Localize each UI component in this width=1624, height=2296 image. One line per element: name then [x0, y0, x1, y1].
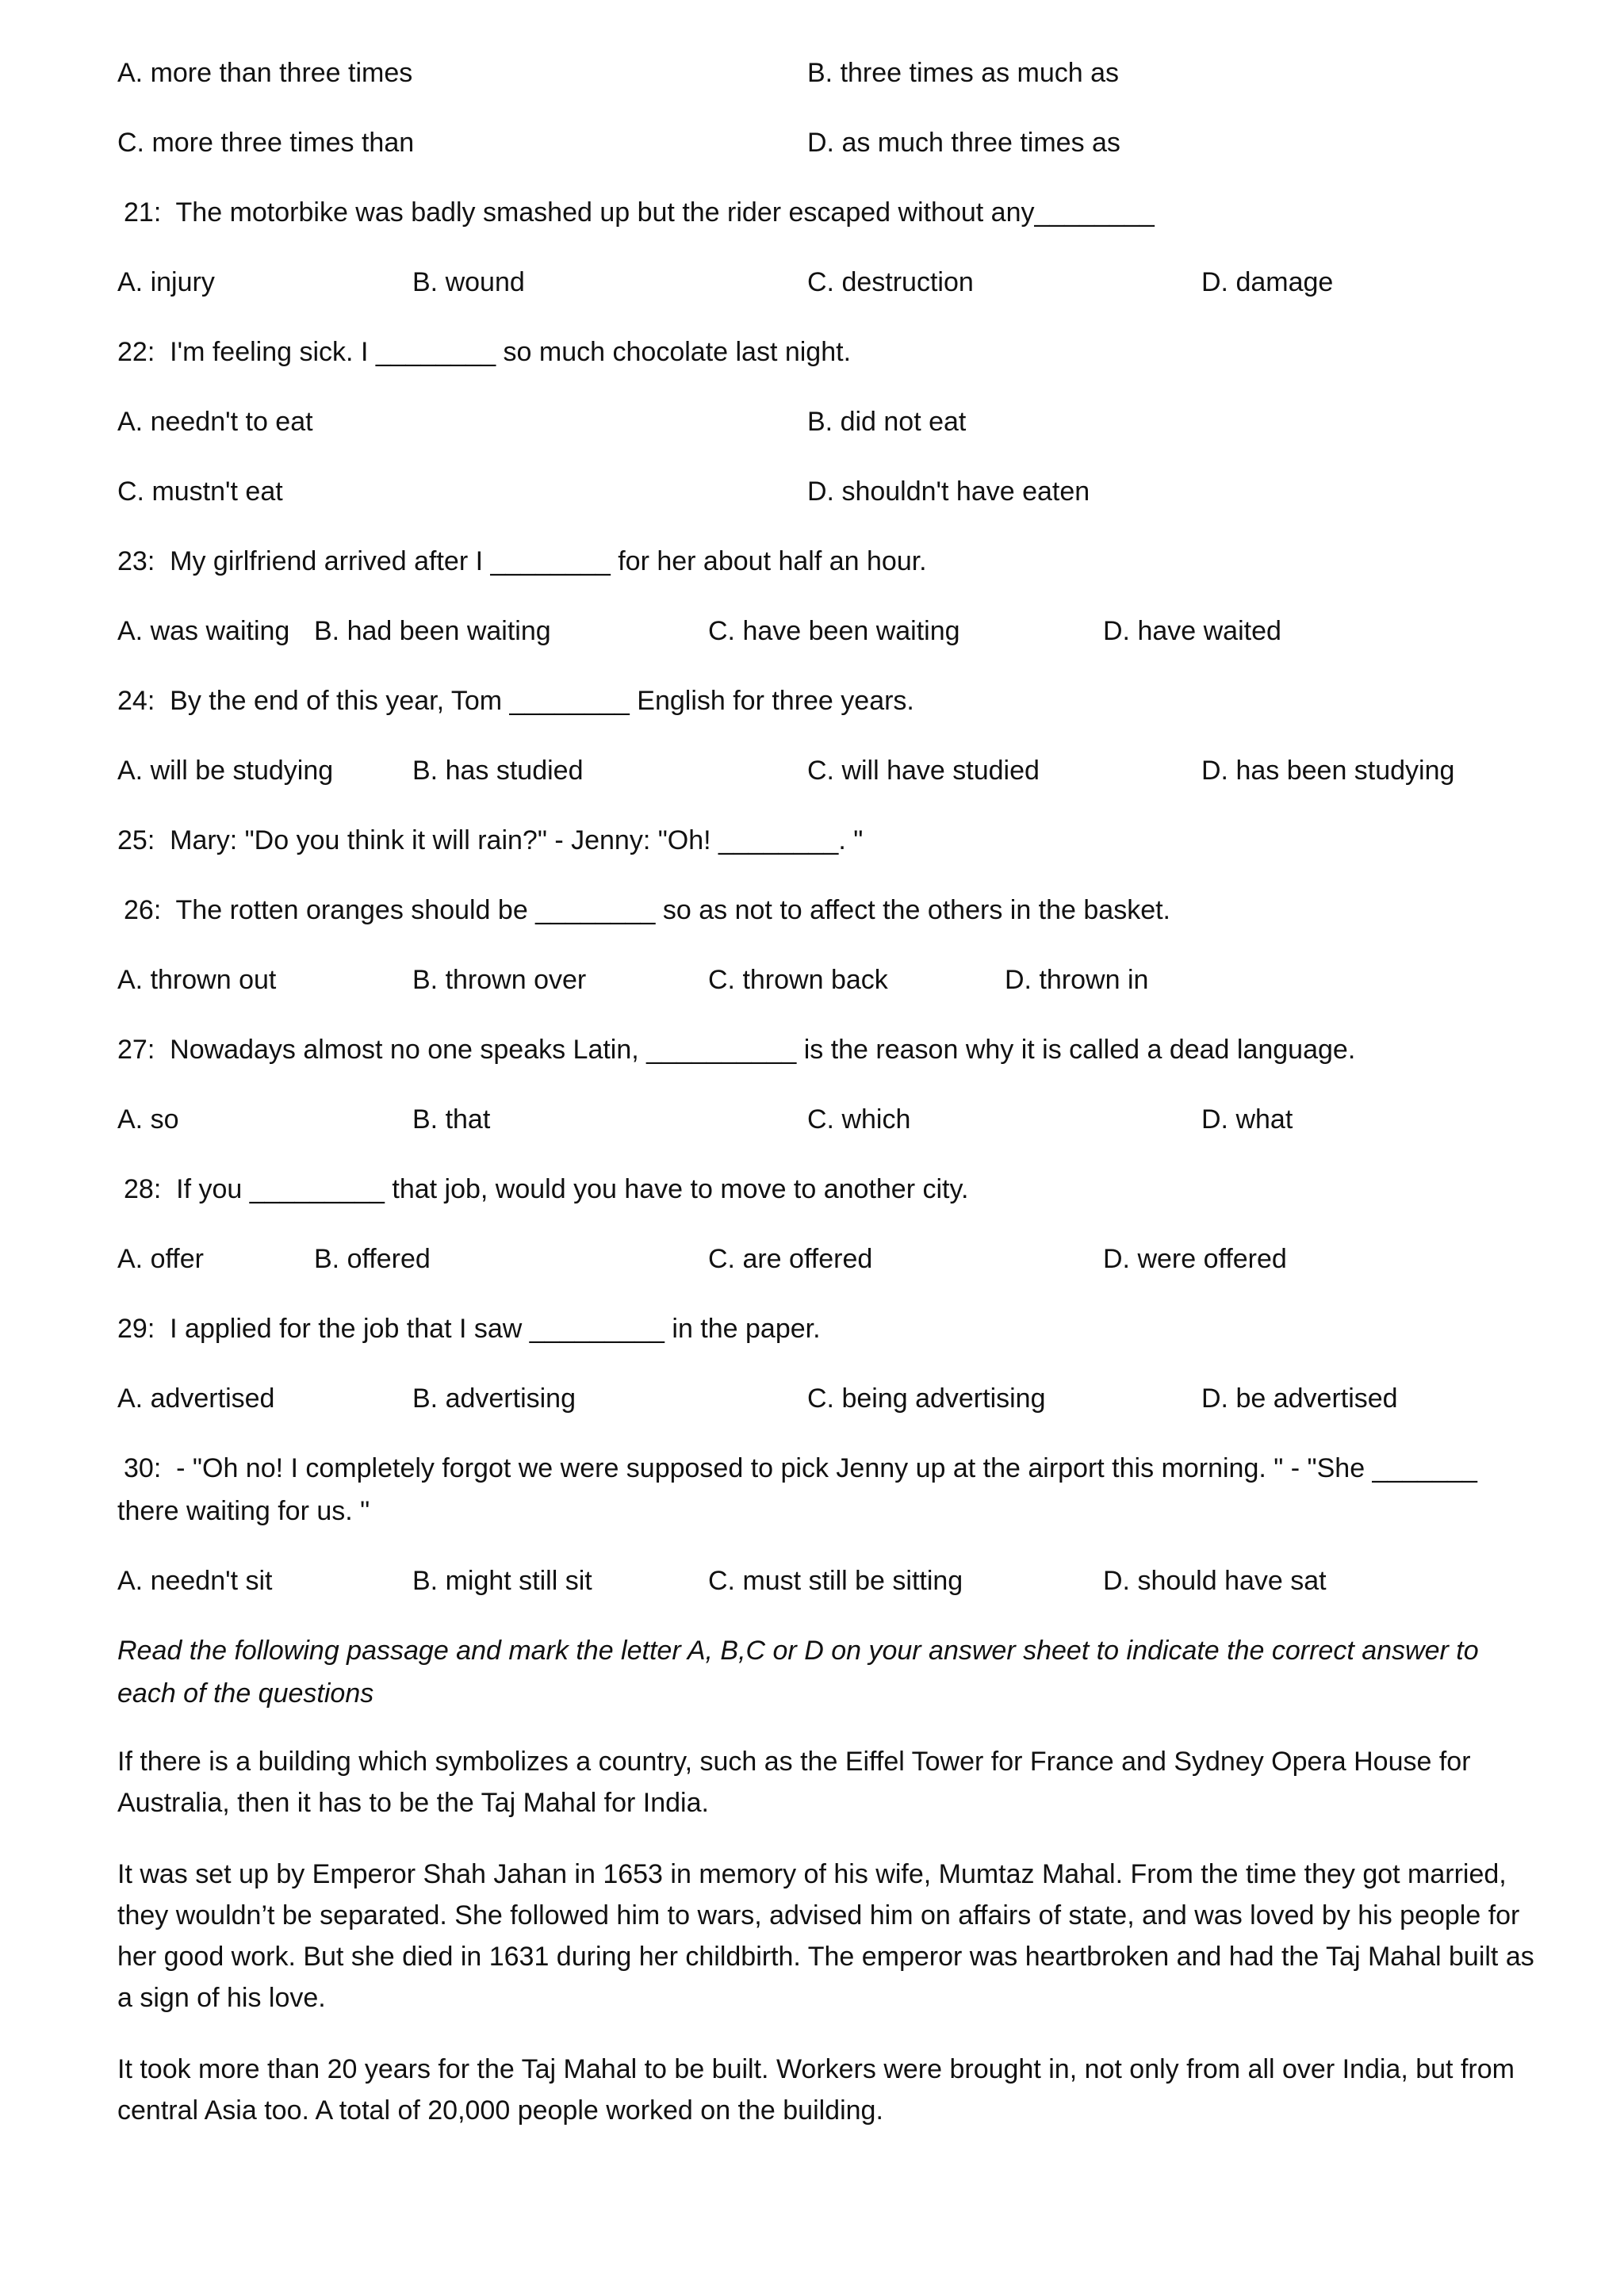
q30-question-line2: there waiting for us. " — [117, 1496, 370, 1526]
q24-option-b: B. has studied — [412, 756, 584, 786]
q30-question-line1: 30: - "Oh no! I completely forgot we were supposed to pick Jenny up at the airport this morning. " - "She _______ — [124, 1453, 1477, 1483]
q20-option-b: B. three times as much as — [807, 58, 1120, 88]
q30-option-a: A. needn't sit — [117, 1566, 273, 1596]
q27-option-d: D. what — [1201, 1104, 1293, 1135]
q23-option-b: B. had been waiting — [314, 616, 551, 646]
passage-paragraph-2: It was set up by Emperor Shah Jahan in 1653 in memory of his wife, Mumtaz Mahal. From the time they got married, they wouldn’t be separated. She followed him to wars, advised him on affairs of state, and was loved by his people for her good work. But she died in 1631 during her childbirth. The emperor was heartbroken and had the Taj Mahal built as a sign of his love. — [117, 1859, 1534, 2013]
q21-option-d: D. damage — [1201, 267, 1334, 297]
q27-question: 27: Nowadays almost no one speaks Latin, __________ is the reason why it is called a dead language. — [117, 1035, 1356, 1065]
q22-option-a: A. needn't to eat — [117, 407, 313, 437]
q20-option-c: C. more three times than — [117, 128, 415, 158]
q27-option-b: B. that — [412, 1104, 491, 1135]
q23-question: 23: My girlfriend arrived after I ________ for her about half an hour. — [117, 546, 927, 576]
passage-paragraph-3: It took more than 20 years for the Taj Mahal to be built. Workers were brought in, not only from all over India, but from central Asia too. A total of 20,000 people worked on the building. — [117, 2054, 1515, 2126]
q28-option-a: A. offer — [117, 1244, 204, 1274]
q21-option-a: A. injury — [117, 267, 215, 297]
q27-option-c: C. which — [807, 1104, 911, 1135]
q26-option-b: B. thrown over — [412, 965, 587, 995]
q22-question: 22: I'm feeling sick. I ________ so much chocolate last night. — [117, 337, 852, 367]
q23-option-d: D. have waited — [1103, 616, 1281, 646]
q21-question: 21: The motorbike was badly smashed up but the rider escaped without any________ — [124, 197, 1155, 228]
q26-option-c: C. thrown back — [708, 965, 888, 995]
q22-option-d: D. shouldn't have eaten — [807, 476, 1090, 507]
q23-option-c: C. have been waiting — [708, 616, 960, 646]
q29-option-a: A. advertised — [117, 1383, 275, 1414]
q24-option-a: A. will be studying — [117, 756, 334, 786]
q23-option-a: A. was waiting — [117, 616, 290, 646]
q28-option-d: D. were offered — [1103, 1244, 1287, 1274]
q20-option-a: A. more than three times — [117, 58, 413, 88]
q29-option-b: B. advertising — [412, 1383, 576, 1414]
q24-option-c: C. will have studied — [807, 756, 1040, 786]
q28-option-c: C. are offered — [708, 1244, 873, 1274]
q24-option-d: D. has been studying — [1201, 756, 1455, 786]
q22-option-b: B. did not eat — [807, 407, 967, 437]
q28-option-b: B. offered — [314, 1244, 431, 1274]
q21-option-b: B. wound — [412, 267, 525, 297]
q21-option-c: C. destruction — [807, 267, 974, 297]
q30-option-d: D. should have sat — [1103, 1566, 1327, 1596]
q29-option-d: D. be advertised — [1201, 1383, 1398, 1414]
q26-option-d: D. thrown in — [1005, 965, 1149, 995]
reading-instruction-line2: each of the questions — [117, 1678, 374, 1709]
q30-option-b: B. might still sit — [412, 1566, 592, 1596]
q24-question: 24: By the end of this year, Tom ________ English for three years. — [117, 686, 914, 716]
q26-option-a: A. thrown out — [117, 965, 277, 995]
passage-paragraph-1: If there is a building which symbolizes a country, such as the Eiffel Tower for France and Sydney Opera House for Australia, then it has to be the Taj Mahal for India. — [117, 1747, 1471, 1818]
q26-question: 26: The rotten oranges should be ________ so as not to affect the others in the basket. — [124, 895, 1171, 925]
q25-question: 25: Mary: "Do you think it will rain?" - Jenny: "Oh! ________. " — [117, 825, 864, 855]
q28-question: 28: If you _________ that job, would you have to move to another city. — [124, 1174, 969, 1204]
q20-option-d: D. as much three times as — [807, 128, 1120, 158]
q30-option-c: C. must still be sitting — [708, 1566, 963, 1596]
reading-instruction-line1: Read the following passage and mark the letter A, B,C or D on your answer sheet to indicate the correct answer to — [117, 1636, 1479, 1666]
q29-option-c: C. being advertising — [807, 1383, 1046, 1414]
q27-option-a: A. so — [117, 1104, 179, 1135]
q29-question: 29: I applied for the job that I saw _________ in the paper. — [117, 1314, 821, 1344]
q22-option-c: C. mustn't eat — [117, 476, 283, 507]
